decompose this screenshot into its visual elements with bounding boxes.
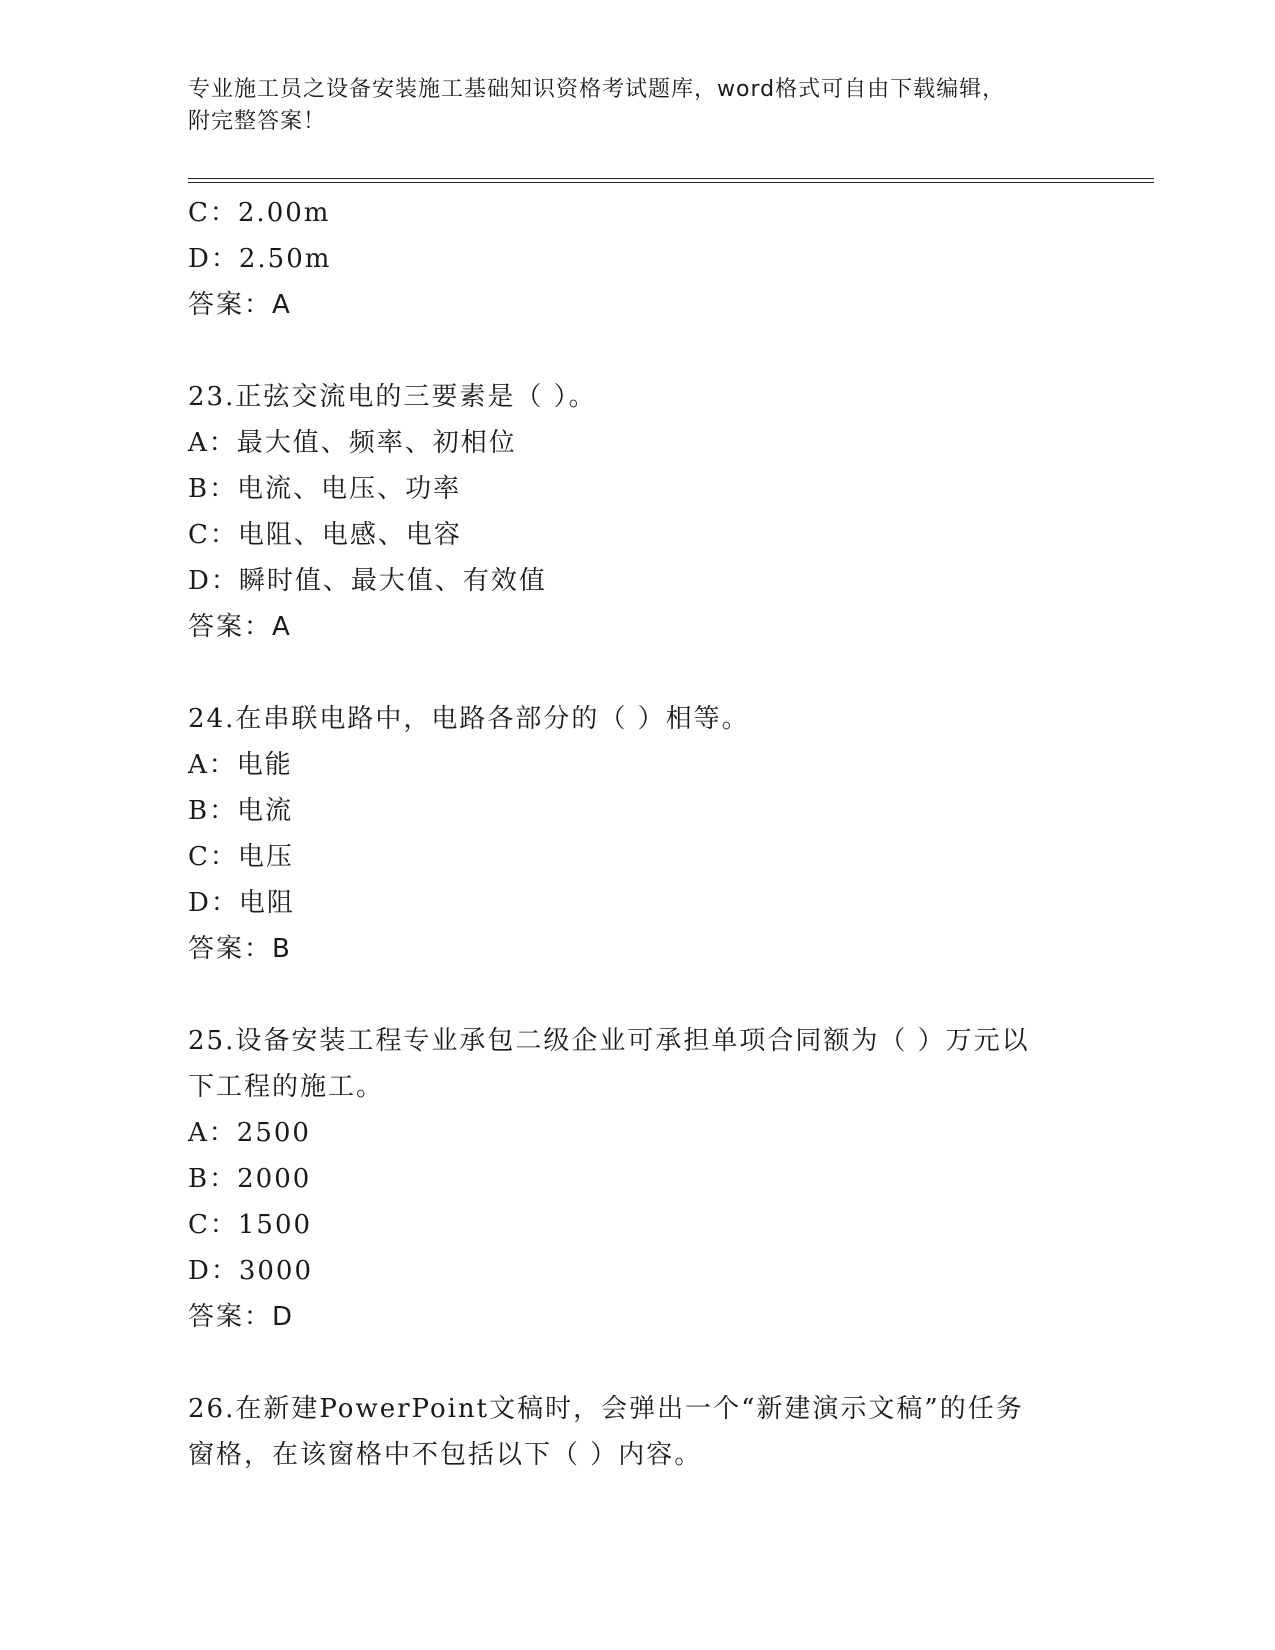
header-rule-bottom xyxy=(188,182,1154,183)
answer: 答案：A xyxy=(188,290,292,320)
header-rule-top xyxy=(188,178,1154,179)
question-stem-line-2: 下工程的施工。 xyxy=(188,1072,385,1102)
question-list xyxy=(188,190,1088,1478)
option-c: C：1500 xyxy=(188,1210,313,1240)
option-a: A：电能 xyxy=(188,750,293,780)
option-d: D：3000 xyxy=(188,1256,314,1286)
option-a: A：2500 xyxy=(188,1118,311,1148)
document-header xyxy=(188,74,1068,138)
question-stem: 23.正弦交流电的三要素是（ ）。 xyxy=(188,382,597,412)
question-26 xyxy=(188,1386,1088,1478)
question-25 xyxy=(188,1018,1088,1340)
question-24 xyxy=(188,696,1088,972)
header-line-2: 附完整答案！ xyxy=(188,109,327,134)
prev-question xyxy=(188,190,1088,328)
question-stem-line-1: 26.在新建PowerPoint文稿时，会弹出一个“新建演示文稿”的任务 xyxy=(188,1394,1024,1424)
option-a: A：最大值、频率、初相位 xyxy=(188,428,517,458)
question-stem: 24.在串联电路中，电路各部分的（ ）相等。 xyxy=(188,704,750,734)
question-stem-line-2: 窗格，在该窗格中不包括以下（ ）内容。 xyxy=(188,1440,703,1470)
option-c: C：电压 xyxy=(188,842,294,872)
answer: 答案：B xyxy=(188,934,292,964)
option-c: C：电阻、电感、电容 xyxy=(188,520,462,550)
question-23 xyxy=(188,374,1088,650)
option-b: B：电流 xyxy=(188,796,294,826)
option-d: D：2.50m xyxy=(188,244,332,274)
option-b: B：电流、电压、功率 xyxy=(188,474,462,504)
header-line-1: 专业施工员之设备安装施工基础知识资格考试题库，word格式可自由下载编辑， xyxy=(188,77,1006,102)
answer: 答案：A xyxy=(188,612,292,642)
option-d: D：电阻 xyxy=(188,888,295,918)
option-b: B：2000 xyxy=(188,1164,312,1194)
question-stem-line-1: 25.设备安装工程专业承包二级企业可承担单项合同额为（ ）万元以 xyxy=(188,1026,1030,1056)
option-d: D：瞬时值、最大值、有效值 xyxy=(188,566,547,596)
option-c: C：2.00m xyxy=(188,198,331,228)
answer: 答案：D xyxy=(188,1302,295,1332)
